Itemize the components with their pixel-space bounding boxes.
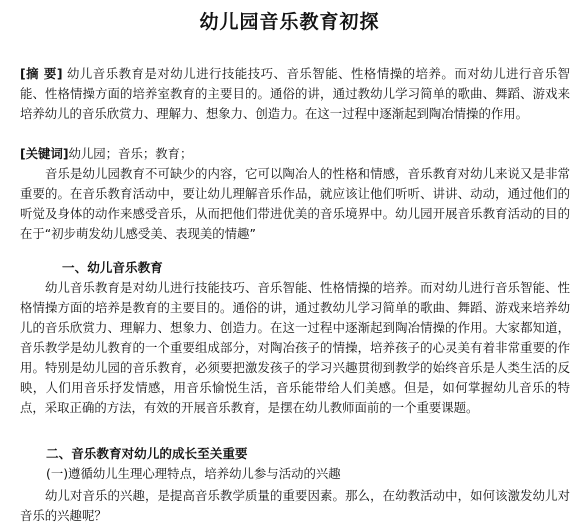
intro-paragraph: 音乐是幼儿园教育不可缺少的内容，它可以陶冶人的性格和情感，音乐教育对幼儿来说又是非常重要的。在音乐教育活动中，要让幼儿理解音乐作品，就应该让他们听听、讲讲、动动，通过他们的听觉及身体的动作来感受音乐，从而把他们带进优美的音乐境界中。幼儿园开展音乐教育活动的目的在于“初步萌发幼儿感受美、表现美的情趣” <box>20 166 570 241</box>
abstract-text: 幼儿音乐教育是对幼儿进行技能技巧、音乐智能、性格情操的培养。而对幼儿进行音乐智能、性格情操方面的培养室教育的主要目的。通俗的讲，通过教幼儿学习简单的歌曲、舞蹈、游戏来培养幼儿的音乐欣赏力、理解力、想象力、创造力。在这一过程中逐渐起到陶冶情操的作用。 <box>20 66 570 121</box>
section2-subheading-1: (一)遵循幼儿生理心理特点，培养幼儿参与活动的兴趣 <box>46 466 341 481</box>
abstract-paragraph <box>20 64 570 124</box>
keywords-paragraph <box>20 144 570 164</box>
abstract-label: [摘 要] <box>20 66 63 81</box>
keywords-label: [关键词] <box>20 146 69 161</box>
section2-heading: 二、音乐教育对幼儿的成长至关重要 <box>46 446 248 461</box>
keywords-text: 幼儿园；音乐；教育； <box>68 146 193 161</box>
section2-sub1-paragraph: 幼儿对音乐的兴趣，是提高音乐教学质量的重要因素。那么，在幼教活动中，如何该激发幼儿对音乐的兴趣呢？ <box>20 488 570 523</box>
document-title: 幼儿园音乐教育初探 <box>199 11 380 33</box>
section1-paragraph: 幼儿音乐教育是对幼儿进行技能技巧、音乐智能、性格情操的培养。而对幼儿进行音乐智能、性格情操方面的培养是教育的主要目的。通俗的讲，通过教幼儿学习简单的歌曲、舞蹈、游戏来培养幼儿的音乐欣赏力、理解力、想象力、创造力。在这一过程中逐渐起到陶冶情操的作用。大家都知道，音乐教学是幼儿教育的一个重要组成部分，对陶冶孩子的情操，培养孩子的心灵美有着非常重要的作用。特别是幼儿园的音乐教育，必须要把激发孩子的学习兴趣贯彻到教学的始终音乐是人类生活的反映，人们用音乐抒发情感，用音乐愉悦生活，音乐能带给人们美感。但是，如何掌握幼儿音乐的特点，采取正确的方法，有效的开展音乐教育，是摆在幼儿教师面前的一个重要课题。 <box>20 280 570 415</box>
section1-heading: 一、幼儿音乐教育 <box>62 260 163 275</box>
